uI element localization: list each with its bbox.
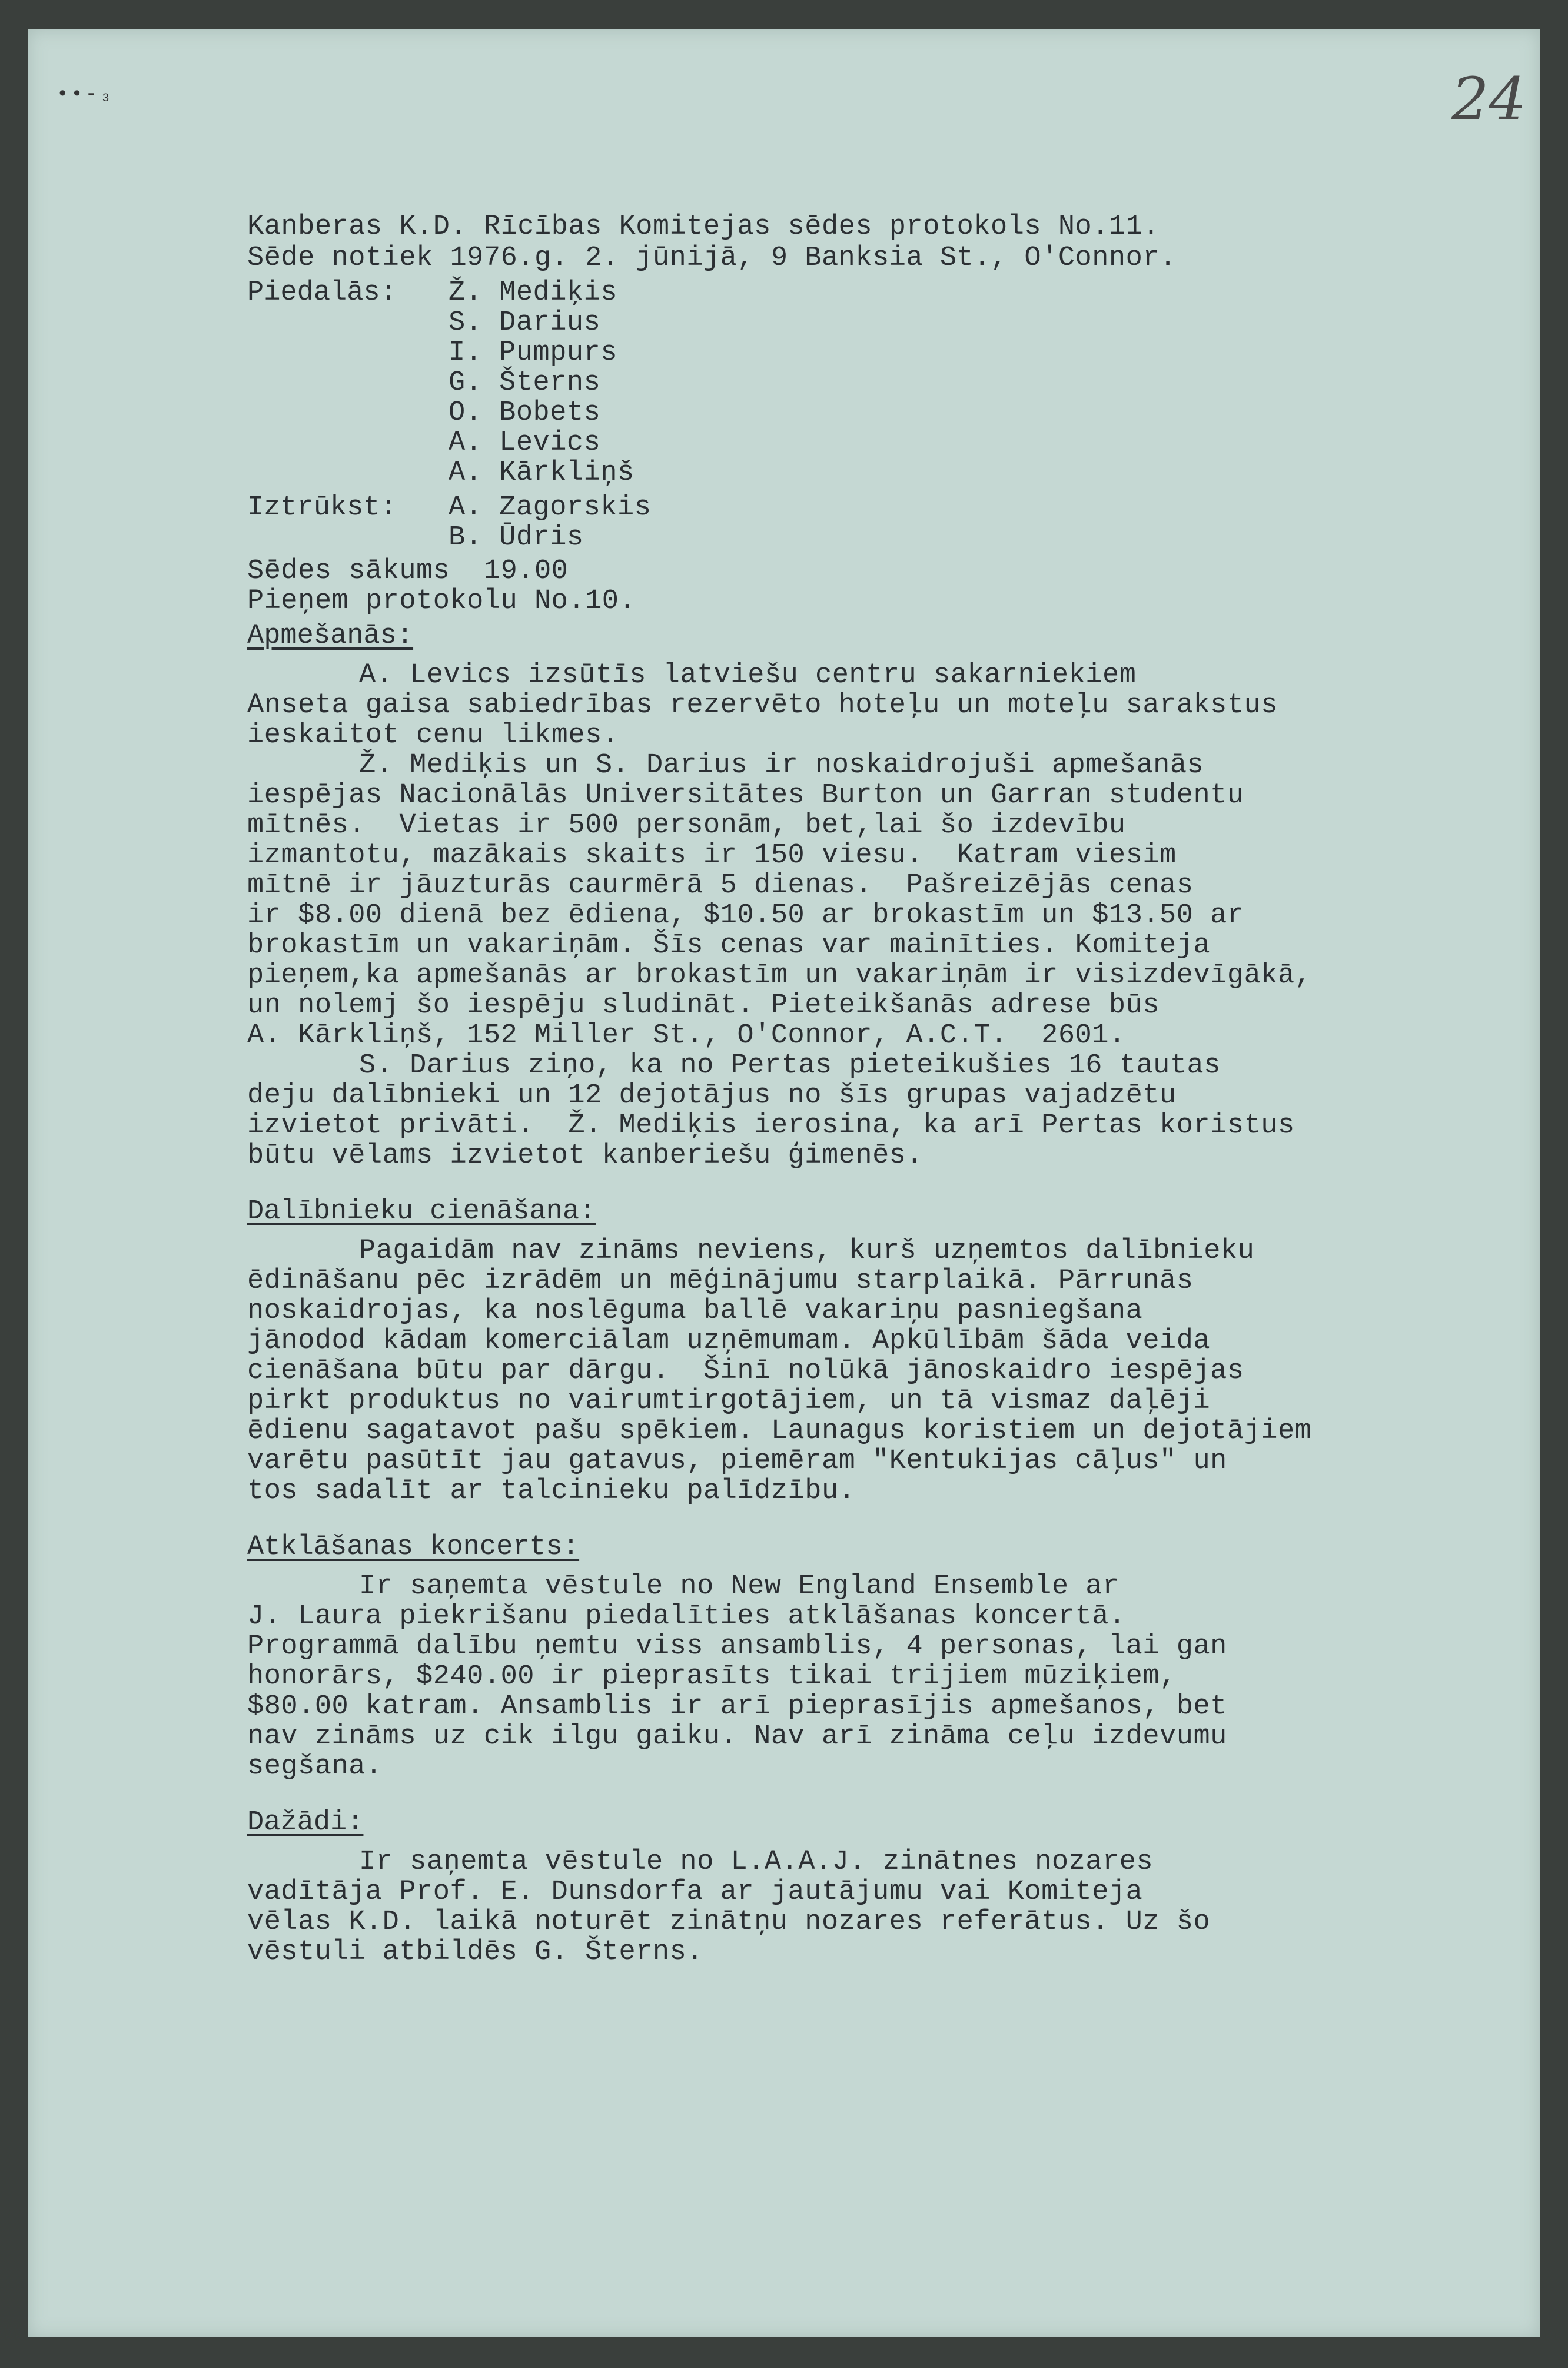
section-heading-text: Apmešanās: (247, 620, 414, 652)
text-line: S. Darius ziņo, ka no Pertas pieteikušies 16 tautas (359, 1050, 1221, 1081)
text-line: vēlas K.D. laikā noturēt zinātņu nozares referātus. Uz šo (247, 1907, 1211, 1938)
text-line: segšana. (247, 1751, 383, 1782)
text-line: ieskaitot cenu likmes. (247, 720, 619, 751)
text-line: A. Levics izsūtīs latviešu centru sakarniekiem (359, 660, 1137, 691)
minutes-accepted: Pieņem protokolu No.10. (247, 586, 636, 617)
text-line: A. Kārkliņš, 152 Miller St., O'Connor, A.C.T. 2601. (247, 1020, 1126, 1051)
text-line: J. Laura piekrišanu piedalīties atklāšanas koncertā. (247, 1601, 1126, 1632)
present-name: A. Kārkliņš (449, 457, 634, 489)
meeting-start: Sēdes sākums 19.00 (247, 556, 569, 587)
handwritten-page-number: 24 (1451, 65, 1527, 134)
text-line: Programmā dalību ņemtu viss ansamblis, 4 personas, lai gan (247, 1631, 1227, 1662)
section-heading-text: Dažādi: (247, 1807, 364, 1838)
header-title: Kanberas K.D. Rīcības Komitejas sēdes protokols No.11. (247, 211, 1160, 243)
present-block (247, 278, 1483, 488)
present-name: I. Pumpurs (449, 337, 618, 368)
text-line: izmantotu, mazākais skaits ir 150 viesu. Katram viesim (247, 840, 1177, 871)
text-line: jānodod kādam komerciālam uzņēmumam. Apkūlībām šāda veida (247, 1326, 1211, 1357)
paragraph (247, 750, 1483, 1051)
text-line: Anseta gaisa sabiedrības rezervēto hoteļu un moteļu sarakstus (247, 690, 1278, 721)
section-heading (247, 1532, 1483, 1562)
absent-names (449, 493, 651, 553)
text-line: būtu vēlams izvietot kanberiešu ģimenēs. (247, 1140, 923, 1171)
text-line: iespējas Nacionālās Universitātes Burton un Garran studentu (247, 780, 1244, 811)
section-block (247, 1532, 1483, 1782)
present-label: Piedalās: (247, 277, 397, 308)
text-line: Ir saņemta vēstule no L.A.A.J. zinātnes nozares (359, 1846, 1154, 1878)
section-heading (247, 621, 1483, 651)
section-heading (247, 1808, 1483, 1838)
paragraph (247, 660, 1483, 750)
text-line: varētu pasūtīt jau gatavus, piemēram "Kentukijas cāļus" un (247, 1446, 1227, 1477)
text-line: honorārs, $240.00 ir pieprasīts tikai trijiem mūziķiem, (247, 1661, 1177, 1692)
text-line: brokastīm un vakariņām. Šīs cenas var mainīties. Komiteja (247, 930, 1211, 961)
sections (247, 621, 1483, 1967)
absent-block (247, 493, 1483, 553)
section-heading (247, 1197, 1483, 1227)
paragraph (247, 1051, 1483, 1171)
section-heading-text: Dalībnieku cienāšana: (247, 1196, 596, 1227)
absent-name: A. Zagorskis (449, 492, 652, 523)
present-name: O. Bobets (449, 397, 601, 429)
text-line: Ž. Mediķis un S. Darius ir noskaidrojuši apmešanās (359, 750, 1204, 781)
text-line: deju dalībnieki un 12 dejotājus no šīs grupas vajadzētu (247, 1080, 1177, 1111)
header-date-location: Sēde notiek 1976.g. 2. jūnijā, 9 Banksia St., O'Connor. (247, 243, 1177, 274)
text-line: mītnēs. Vietas ir 500 personām, bet,lai šo izdevību (247, 810, 1126, 841)
text-line: izvietot privāti. Ž. Mediķis ierosina, ka arī Pertas koristus (247, 1110, 1295, 1141)
text-line: vēstuli atbildēs G. Šterns. (247, 1937, 704, 1968)
present-name: Ž. Mediķis (449, 277, 618, 308)
paragraph (247, 1847, 1483, 1967)
text-line: Ir saņemta vēstule no New England Ensemble ar (359, 1571, 1119, 1602)
present-name: G. Šterns (449, 367, 601, 398)
corner-mark: ••-₃ (57, 84, 114, 106)
section-heading-text: Atklāšanas koncerts: (247, 1532, 580, 1563)
paragraph (247, 1572, 1483, 1782)
text-line: tos sadalīt ar talcinieku palīdzību. (247, 1476, 856, 1507)
present-name: S. Darius (449, 307, 601, 338)
text-line: ēdināšanu pēc izrādēm un mēģinājumu starplaikā. Pārrunās (247, 1266, 1194, 1297)
minutes-content (247, 212, 1483, 1967)
absent-label: Iztrūkst: (247, 492, 397, 523)
text-line: $80.00 katram. Ansamblis ir arī pieprasījis apmešanos, bet (247, 1691, 1227, 1722)
text-line: pirkt produktus no vairumtirgotājiem, un tā vismaz daļēji (247, 1386, 1211, 1417)
text-line: pieņem,ka apmešanās ar brokastīm un vakariņām ir visizdevīgākā, (247, 960, 1312, 991)
text-line: un nolemj šo iespēju sludināt. Pieteikšanās adrese būs (247, 990, 1160, 1021)
text-line: ir $8.00 dienā bez ēdiena, $10.50 ar brokastīm un $13.50 ar (247, 900, 1244, 931)
section-block (247, 1808, 1483, 1967)
text-line: ēdienu sagatavot pašu spēkiem. Launagus koristiem un dejotājiem (247, 1416, 1312, 1447)
text-line: Pagaidām nav zināms neviens, kurš uzņemtos dalībnieku (359, 1236, 1255, 1267)
text-line: nav zināms uz cik ilgu gaiku. Nav arī zināma ceļu izdevumu (247, 1721, 1227, 1752)
section-block (247, 621, 1483, 1171)
text-line: cienāšana būtu par dārgu. Šinī nolūkā jānoskaidro iespējas (247, 1356, 1244, 1387)
text-line: mītnē ir jāuzturās caurmērā 5 dienas. Pašreizējās cenas (247, 870, 1194, 901)
absent-name: B. Ūdris (449, 522, 584, 553)
text-line: vadītāja Prof. E. Dunsdorfa ar jautājumu vai Komiteja (247, 1877, 1143, 1908)
section-block (247, 1197, 1483, 1506)
text-line: noskaidrojas, ka noslēguma ballē vakariņu pasniegšana (247, 1296, 1143, 1327)
paragraph (247, 1236, 1483, 1506)
present-names (449, 278, 634, 488)
present-name: A. Levics (449, 427, 601, 459)
